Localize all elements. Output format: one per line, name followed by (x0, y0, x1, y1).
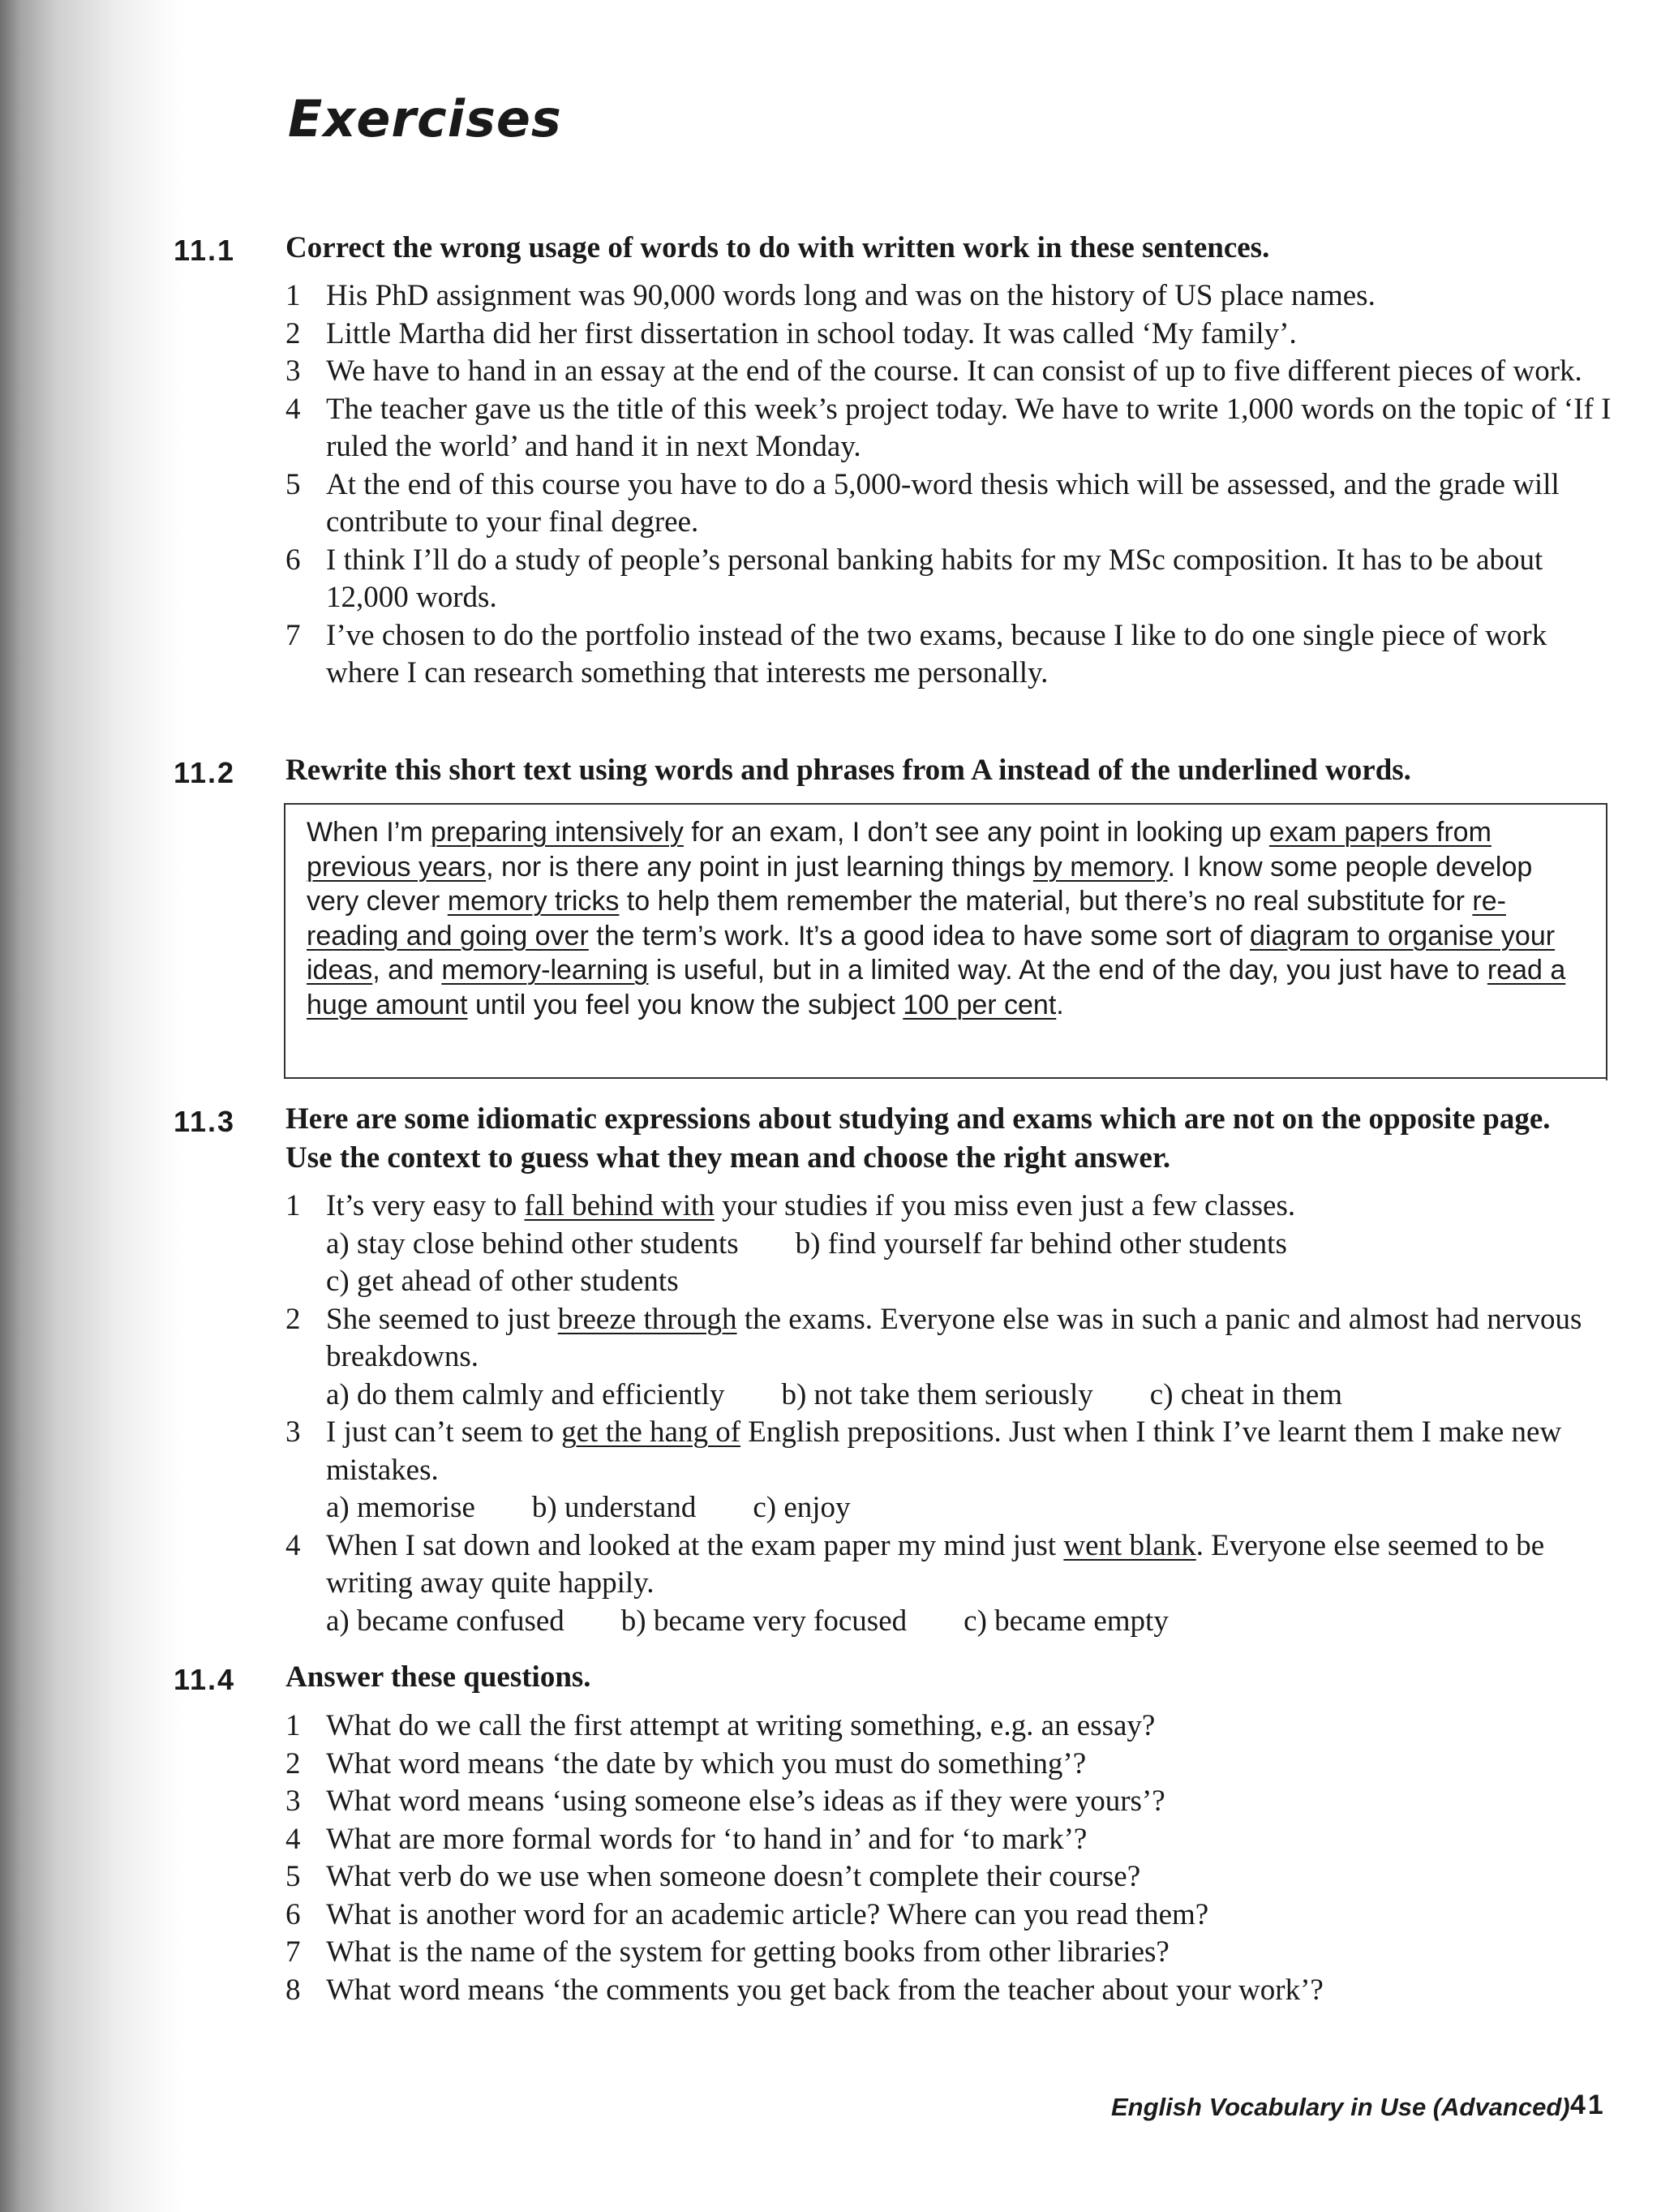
idiom-underlined: breeze through (557, 1302, 737, 1336)
option: c) cheat in them (1149, 1377, 1343, 1411)
book-spine-shadow (0, 0, 187, 2212)
option: a) memorise (326, 1491, 475, 1524)
option: a) do them calmly and efficiently (326, 1377, 725, 1411)
rewrite-text: When I’m preparing intensively for an exam, I don’t see any point in looking up exam papers from previous years, nor is there any point in just learning things by memory. I know some people develop very clever memory tricks to help them remember the material, but there’s no real substitute for re-reading and going over the term’s work. It’s a good idea to have some sort of diagram to organise your ideas, and memory-learning is useful, but in a limited way. At the end of the day, you just have to read a huge amount until you feel you know the subject 100 per cent. (307, 817, 1566, 1020)
option: b) became very focused (620, 1604, 908, 1638)
idiom-underlined: fall behind with (524, 1189, 715, 1222)
list-item: 4 What are more formal words for ‘to hand in’ and for ‘to mark’? (285, 1822, 1088, 1856)
list-item: 3 What word means ‘using someone else’s ideas as if they were yours’? (285, 1785, 1165, 1818)
option: b) not take them seriously (781, 1377, 1093, 1411)
underlined-phrase: preparing intensively (431, 817, 684, 848)
exercise-number-11-4: 11.4 (174, 1663, 236, 1696)
page-title: Exercises (288, 89, 562, 148)
list-item: 5 What verb do we use when someone doesn’t complete their course? (285, 1860, 1141, 1893)
answer-options (326, 1226, 1616, 1301)
list-item: 3 We have to hand in an essay at the end of the course. It can consist of up to five different pieces of work. (285, 354, 1582, 388)
list-item: 7 I’ve chosen to do the portfolio instead of the two exams, because I like to do one single piece of work where I can research something that interests me personally. (285, 618, 1547, 689)
exercise-number-11-2: 11.2 (174, 756, 236, 789)
underlined-phrase: by memory (1032, 851, 1168, 883)
option: b) find yourself far behind other students (795, 1226, 1287, 1261)
answer-options (326, 1603, 1616, 1641)
exercise-number-11-3: 11.3 (174, 1105, 236, 1138)
underlined-phrase: diagram to organise your ideas (307, 920, 1556, 986)
list-item: 2 She seemed to just breeze through the exams. Everyone else was in such a panic and almost had nervous breakdowns. a) do them calmly and efficiently b) not take them seriously c) cheat in them (285, 1301, 1616, 1415)
option: a) became confused (326, 1604, 564, 1638)
exercise-instruction-11-4: Answer these questions. (285, 1660, 591, 1694)
underlined-phrase: 100 per cent (903, 989, 1057, 1020)
exercise-instruction-11-2: Rewrite this short text using words and phrases from A instead of the underlined words. (285, 754, 1411, 787)
list-item: 1 What do we call the first attempt at writing something, e.g. an essay? (285, 1709, 1156, 1742)
list-item: 1 His PhD assignment was 90,000 words long and was on the history of US place names. (285, 279, 1376, 312)
list-item: 1 It’s very easy to fall behind with your studies if you miss even just a few classes. a) stay close behind other students b) find yourself far behind other students c) get ahead of other students (285, 1188, 1616, 1301)
list-item: 6 I think I’ll do a study of people’s personal banking habits for my MSc composition. It has to be about 12,000 words. (285, 543, 1543, 614)
exercise-11-4-list (285, 1707, 1616, 2009)
exercise-instruction-11-3: Here are some idiomatic expressions about studying and exams which are not on the opposite page. Use the context to guess what they mean and choose the right answer. (285, 1102, 1551, 1175)
option: c) became empty (964, 1604, 1169, 1638)
underlined-phrase: memory-learning (441, 955, 649, 986)
exercise-number-11-1: 11.1 (174, 234, 236, 267)
list-item: 5 At the end of this course you have to do a 5,000-word thesis which will be assessed, and the grade will contribute to your final degree. (285, 467, 1560, 539)
underlined-phrase: memory tricks (447, 886, 620, 917)
list-item: 4 When I sat down and looked at the exam paper my mind just went blank. Everyone else seemed to be writing away quite happily. a) became confused b) became very focused c) became empty (285, 1527, 1616, 1641)
page-number: 41 (1570, 2090, 1606, 2120)
option: c) enjoy (753, 1491, 851, 1524)
text-box-right-border (1606, 803, 1607, 1080)
idiom-underlined: went blank (1063, 1528, 1196, 1562)
exercise-instruction-11-1: Correct the wrong usage of words to do with written work in these sentences. (285, 231, 1270, 264)
option: c) get ahead of other students (326, 1265, 679, 1298)
option: b) understand (531, 1491, 697, 1524)
footer-book-title: English Vocabulary in Use (Advanced) (1111, 2093, 1570, 2121)
list-item: 6 What is another word for an academic article? Where can you read them? (285, 1897, 1209, 1931)
underlined-phrase: exam papers from previous years (307, 817, 1491, 883)
list-item: 4 The teacher gave us the title of this week’s project today. We have to write 1,000 words on the topic of ‘If I ruled the world’ and hand it in next Monday. (285, 392, 1612, 463)
list-item: 8 What word means ‘the comments you get back from the teacher about your work’? (285, 1973, 1324, 2007)
underlined-phrase: read a huge amount (307, 955, 1566, 1020)
exercise-11-1-list (285, 277, 1616, 693)
underlined-phrase: re-reading and going over (307, 886, 1506, 951)
idiom-underlined: get the hang of (561, 1415, 741, 1449)
option: a) stay close behind other students (326, 1226, 739, 1261)
exercise-11-3-list (285, 1188, 1616, 1640)
list-item: 2 Little Martha did her first dissertation in school today. It was called ‘My family’. (285, 316, 1297, 350)
answer-options (326, 1489, 1616, 1527)
list-item: 2 What word means ‘the date by which you must do something’? (285, 1746, 1087, 1780)
list-item: 3 I just can’t seem to get the hang of English prepositions. Just when I think I’ve learnt them I make new mistakes. a) memorise b) understand c) enjoy (285, 1414, 1616, 1527)
answer-options (326, 1377, 1616, 1415)
list-item: 7 What is the name of the system for getting books from other libraries? (285, 1935, 1170, 1969)
